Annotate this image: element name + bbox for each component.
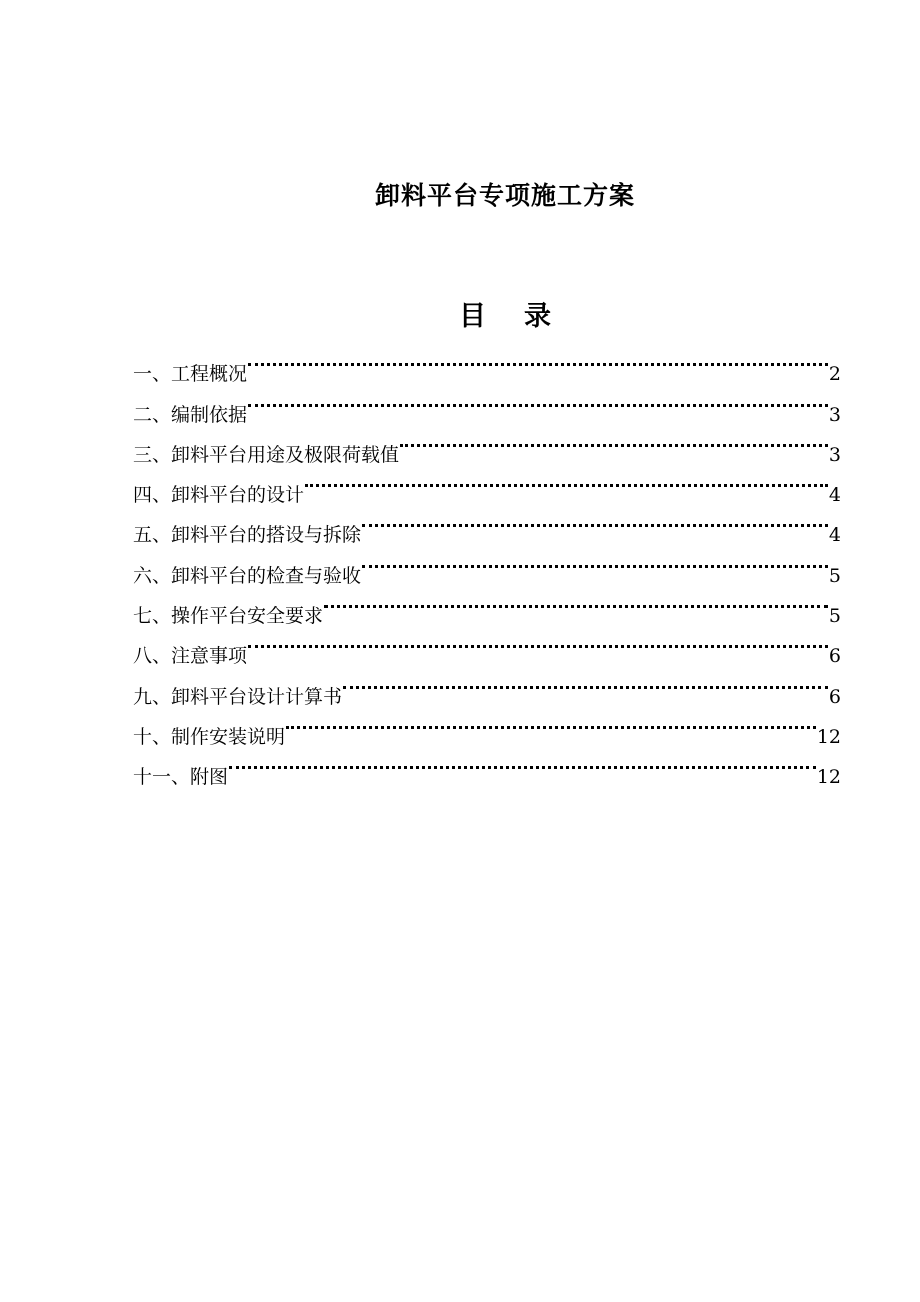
toc-leader-dots: [286, 703, 816, 743]
toc-entry-label: 一、工程概况: [133, 363, 248, 386]
toc-entry-page: 6: [828, 645, 841, 668]
toc-entry-page: 5: [828, 564, 841, 587]
toc-entry-page: 4: [828, 524, 841, 547]
toc-entry-label: 七、操作平台安全要求: [133, 605, 324, 628]
toc-entry-page: 4: [828, 484, 841, 507]
toc-entry-label: 十一、附图: [133, 766, 229, 789]
toc-entry-label: 二、编制依据: [133, 403, 248, 426]
toc-entry-label: 十、制作安装说明: [133, 725, 286, 748]
toc-entry-page: 6: [828, 685, 841, 708]
table-of-contents: [133, 340, 841, 789]
toc-leader-dots: [324, 582, 828, 622]
toc-leader-dots: [248, 340, 828, 380]
toc-leader-dots: [229, 743, 816, 783]
toc-entry-label: 四、卸料平台的设计: [133, 484, 305, 507]
toc-entry-page: 3: [828, 403, 841, 426]
document-title: 卸料平台专项施工方案: [374, 181, 635, 210]
toc-leader-dots: [362, 541, 828, 581]
toc-leader-dots: [248, 622, 828, 662]
toc-entry-label: 八、注意事项: [133, 645, 248, 668]
toc-leader-dots: [248, 380, 828, 420]
toc-leader-dots: [400, 421, 828, 461]
toc-entry-page: 2: [828, 363, 841, 386]
toc-leader-dots: [343, 662, 828, 702]
toc-entry-page: 12: [816, 766, 841, 789]
toc-heading: 目录: [459, 301, 589, 332]
toc-entry-label: 三、卸料平台用途及极限荷载值: [133, 443, 400, 466]
toc-entry-1[interactable]: [133, 340, 841, 386]
toc-entry-11[interactable]: [133, 743, 841, 789]
toc-entry-page: 5: [828, 605, 841, 628]
toc-entry-page: 12: [816, 725, 841, 748]
toc-leader-dots: [362, 501, 828, 541]
toc-leader-dots: [305, 461, 828, 501]
toc-entry-label: 九、卸料平台设计计算书: [133, 685, 343, 708]
toc-entry-label: 五、卸料平台的搭设与拆除: [133, 524, 362, 547]
toc-entry-page: 3: [828, 443, 841, 466]
toc-entry-label: 六、卸料平台的检查与验收: [133, 564, 362, 587]
